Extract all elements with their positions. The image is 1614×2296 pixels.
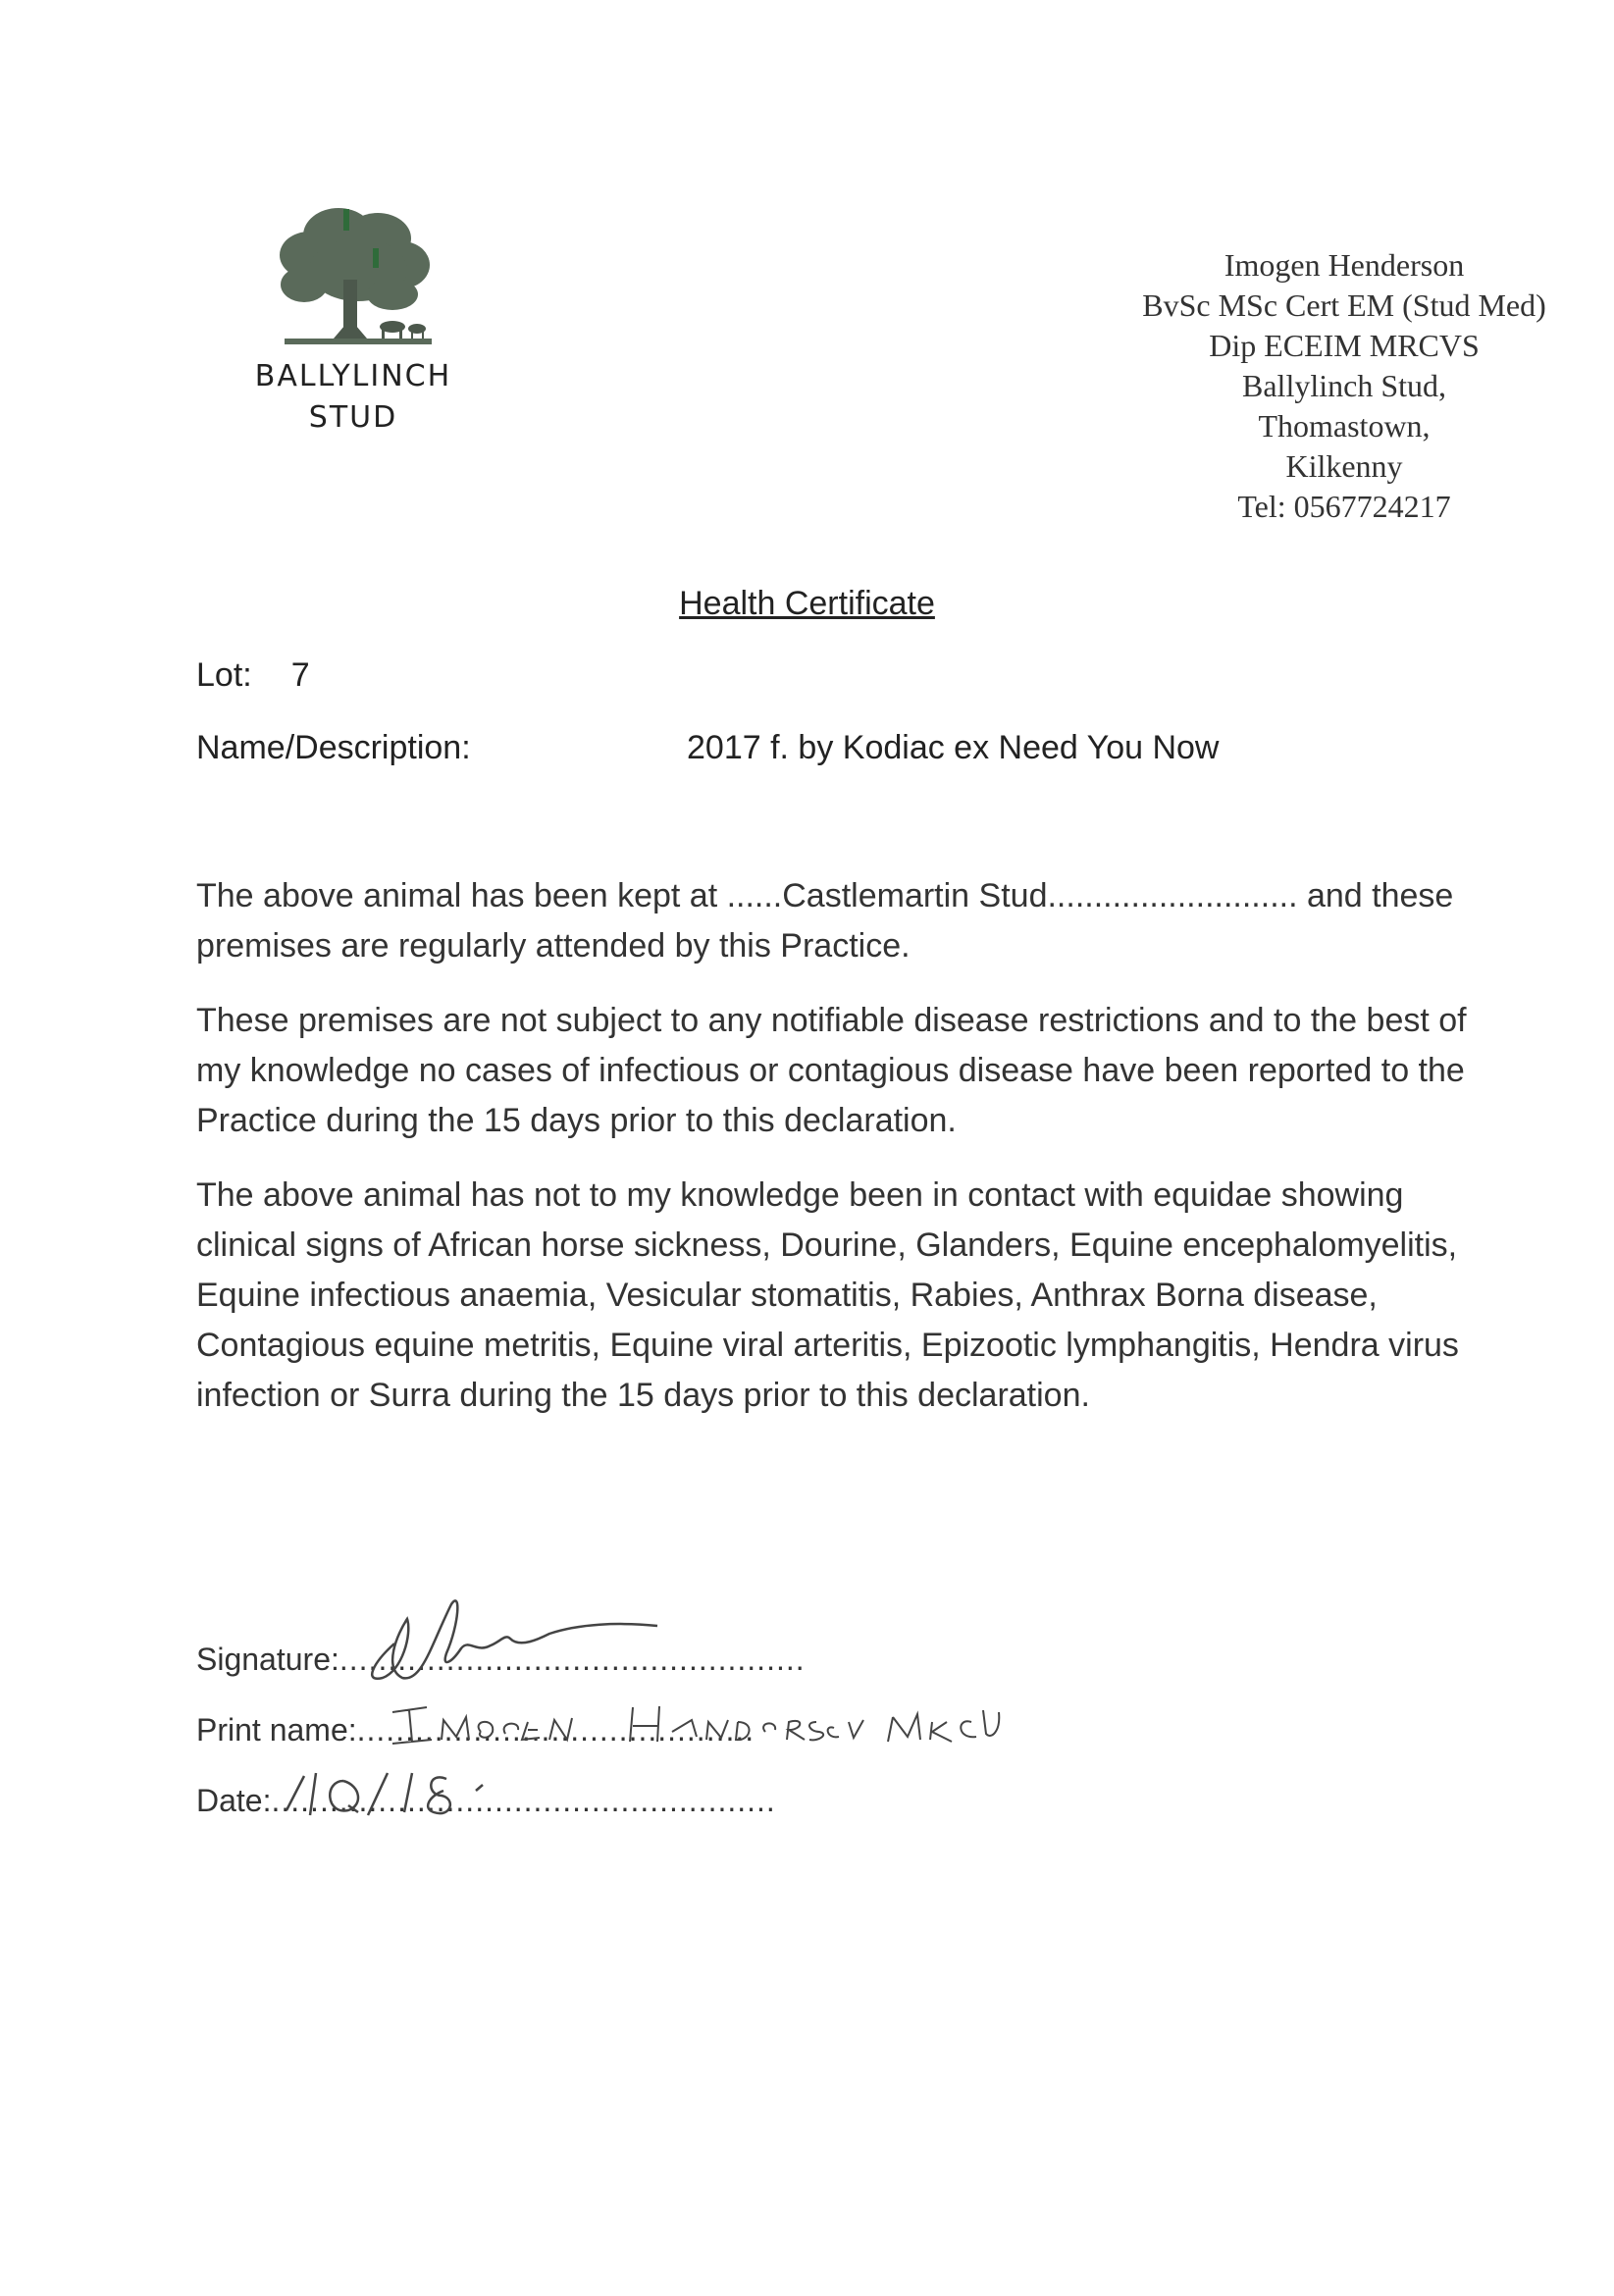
declaration-paragraph: The above animal has been kept at ......Castlemartin Stud........................... and these premises are regularly attended by this Practice. [196, 877, 1454, 965]
address-line: Thomastown, [1258, 408, 1431, 444]
lot-row [196, 656, 310, 695]
signature-dots: ................................................ [338, 1642, 806, 1677]
handwritten-signature [353, 1585, 667, 1693]
vet-qualifications: BvSc MSc Cert EM (Stud Med) [1142, 287, 1546, 323]
handwritten-print-name [373, 1693, 1001, 1751]
ballylinch-logo [226, 201, 481, 436]
lot-value: 7 [290, 656, 310, 694]
document-title: Health Certificate [679, 585, 935, 622]
vet-name: Imogen Henderson [1224, 247, 1465, 283]
print-name-dots: ......................................... [356, 1712, 755, 1748]
logo-subname: STUD [308, 400, 398, 435]
address-line: Kilkenny [1285, 448, 1403, 484]
lot-label: Lot: [196, 656, 252, 694]
print-name-label: Print name: [196, 1712, 357, 1748]
vet-qualifications-2: Dip ECEIM MRCVS [1209, 328, 1480, 363]
name-description-label: Name/Description: [196, 729, 471, 766]
vet-address-block [1079, 245, 1609, 527]
signature-label: Signature: [196, 1642, 339, 1677]
name-description-row [196, 729, 1220, 767]
declaration-paragraph: These premises are not subject to any notifiable disease restrictions and to the best of my knowledge no cases of infectious or contagious disease have been reported to the Practice during the 15 days prior to this declaration. [196, 1002, 1467, 1139]
declaration-body [196, 871, 1472, 1445]
date-dots: .................................................... [271, 1783, 776, 1818]
address-line: Ballylinch Stud, [1242, 368, 1446, 403]
declaration-paragraph: The above animal has not to my knowledge been in contact with equidae showing clinical signs of African horse sickness, Dourine, Glanders, Equine encephalomyelitis, Equine infectious anaemia, Vesicular stomatitis, Rabies, Anthrax Borna disease, Contagious equine metritis, Equine viral arteritis, Epizootic lymphangitis, Hendra virus infection or Surra during the 15 days prior to this declaration. [196, 1176, 1459, 1414]
name-description-value: 2017 f. by Kodiac ex Need You Now [687, 729, 1220, 766]
tree-icon [265, 201, 442, 353]
date-label: Date: [196, 1783, 272, 1818]
logo-name: BALLYLINCH [254, 359, 452, 393]
telephone: Tel: 0567724217 [1237, 489, 1451, 524]
handwritten-date [275, 1761, 510, 1825]
